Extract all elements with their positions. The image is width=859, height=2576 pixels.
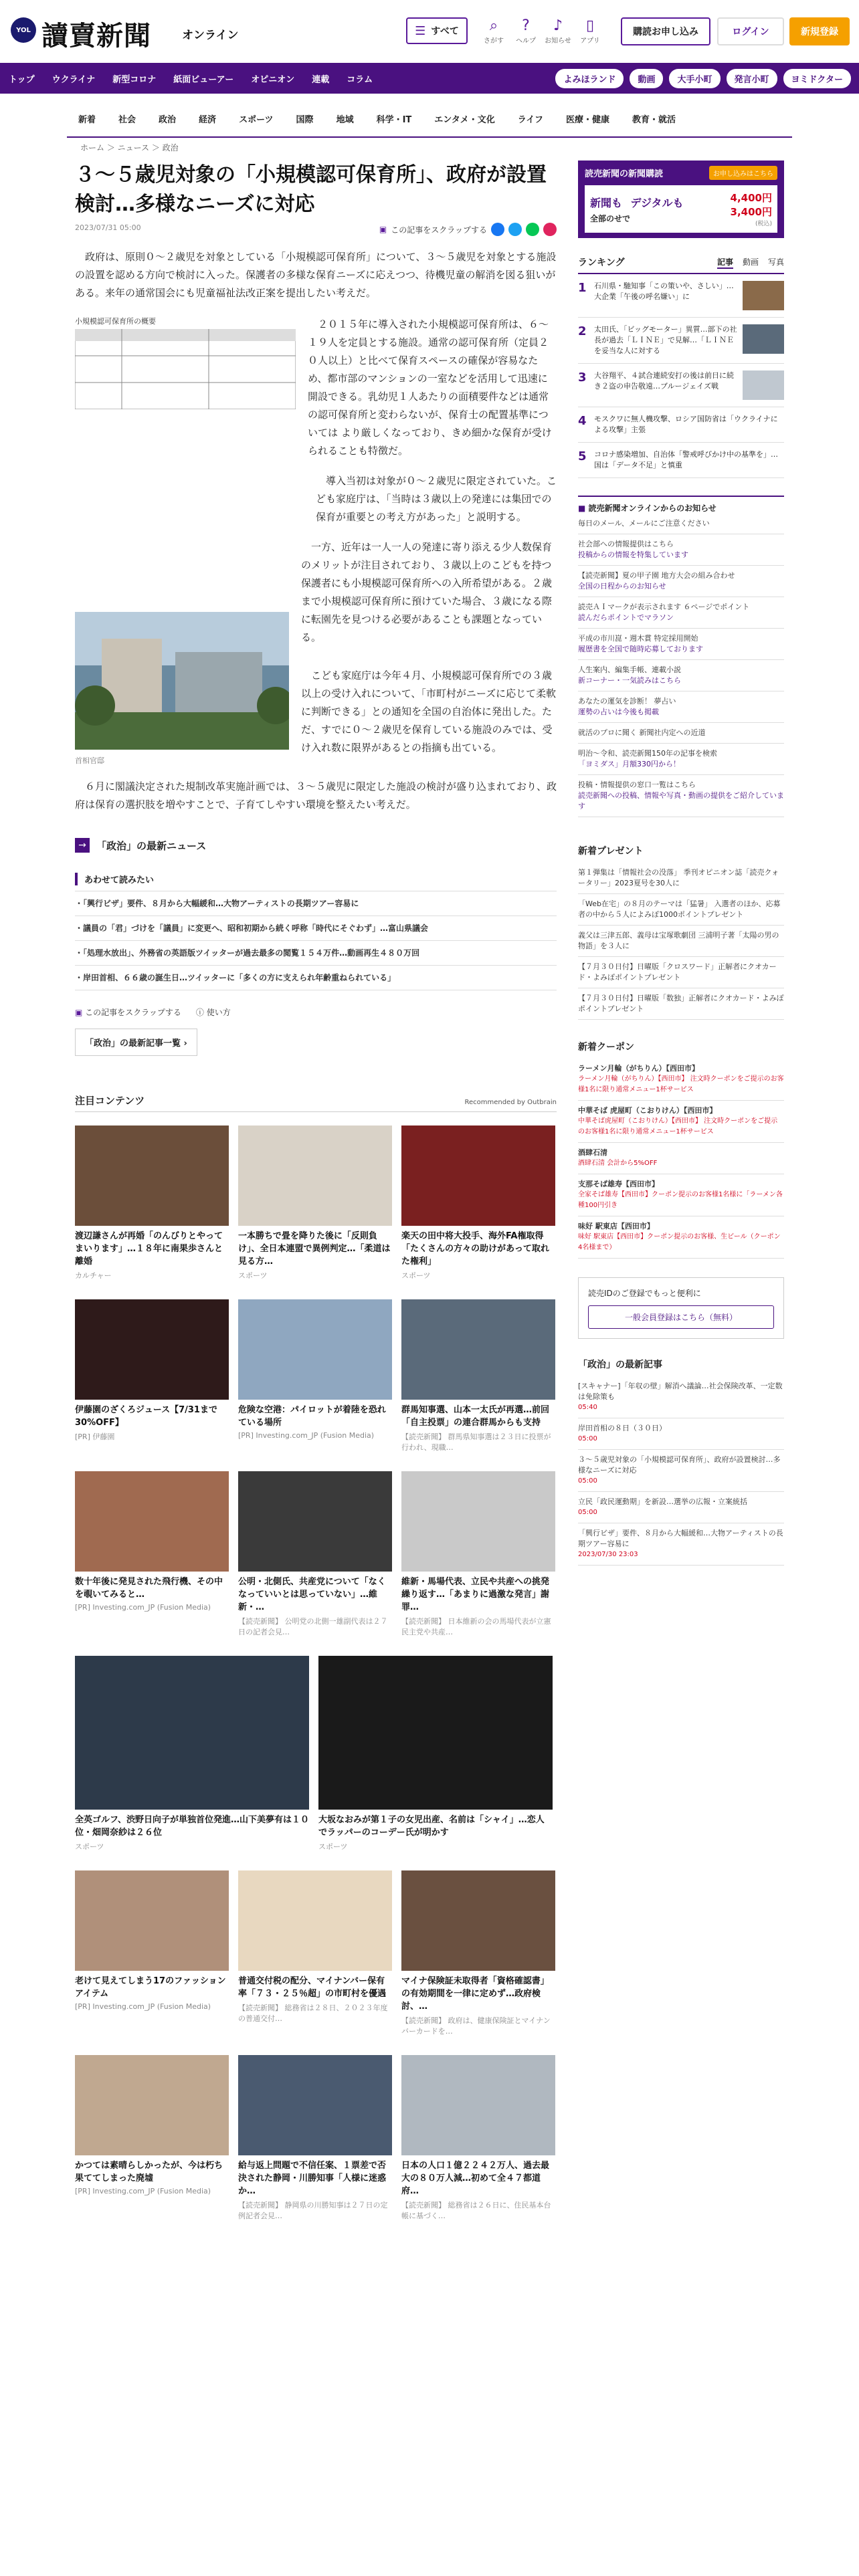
ranking-item[interactable] [578,407,784,443]
notice-heading [578,496,784,514]
attention-card-source: カルチャー [75,1271,112,1280]
sidebar [578,160,784,1566]
notice-sub: 読売新聞への投稿、情報や写真・動画の提供をご紹介しています [578,791,784,811]
attention-card[interactable] [401,2055,555,2221]
photo-caption: 首相官邸 [75,756,104,765]
notice-item[interactable] [578,534,784,566]
coupon-heading: 新着クーポン [578,1042,634,1053]
notice-sub: 全国の日程からのお知らせ [578,582,666,591]
attention-card-title: 普通交付税の配分、マイナンバー保有率「７３・２５％超」の市町村を優遇 [238,1976,387,1999]
notice-item[interactable] [578,514,784,534]
nav-item[interactable]: 連載 [312,74,330,85]
article-paragraph: ６月に閣議決定された規制改革実施計画では、３～５歳児に限定した施設の検討が盛り込まれており、政府は保育の選択肢を増やすことで、子育てしやすい環境を整えたい考えだ。 [75,780,557,811]
attention-card-source: スポーツ [238,1271,268,1280]
attention-card[interactable] [75,2055,229,2221]
attention-card-source: スポーツ [401,1271,431,1280]
category-bar [67,100,792,138]
notice-sub: 履歴書を全国で随時応募しております [578,645,703,653]
notice-title: 【読売新聞】夏の甲子園 地方大会の組み合わせ [578,571,735,580]
sidebar-latest-heading: 「政治」の最新記事 [578,1360,662,1370]
attention-card[interactable] [238,2055,392,2221]
coupon-title: 中華そば 虎屋町（こおりけん）【西田市】 [578,1106,717,1115]
sidebar-latest-date: 05:00 [578,1435,597,1442]
attention-card-title: 給与返上問題で不信任案、１票差で否決された静岡・川勝知事「人様に迷惑か… [238,2161,387,2196]
attention-row [75,1299,557,1453]
attention-card-image [401,2055,555,2155]
sidebar-latest-item[interactable] [578,1523,784,1566]
category-item[interactable]: エンタメ・文化 [434,114,495,125]
notice-item[interactable] [578,660,784,691]
coupon-desc: 味好 駅東店【西田市】クーポン提示のお客様、生ビール（クーポン4名様まで） [578,1233,781,1251]
ranking-item[interactable] [578,443,784,478]
notice-sub: 投稿からの情報を特集しています [578,550,688,559]
help-button[interactable] [510,17,542,45]
search-label: さがす [484,37,504,45]
app-button[interactable] [574,17,606,45]
attention-card-title: 伊藤園のざくろジュース【7/31まで30%OFF】 [75,1405,217,1428]
latest-news-label: 「政治」の最新ニュース [96,839,207,852]
attention-card-title: 老けて見えてしまう17のファッションアイテム [75,1976,226,1999]
attention-card-source: [PR] Investing.com_JP (Fusion Media) [75,1603,211,1612]
attention-card[interactable] [238,1299,392,1453]
ranking-number: 4 [578,414,587,428]
attention-card-image [75,1870,229,1971]
ranking-list [578,274,784,478]
ranking-title: コロナ感染増加、自治体「警戒呼びかけ中の基準を」…国は「データ不足」と慎重 [594,450,778,469]
nav-pill[interactable]: 動画 [630,69,663,88]
related-item-label: 岸田首相、６６歳の誕生日…ツイッターに「多くの方に支えられ年齢重ねられている」 [83,973,396,982]
sidebar-latest-title: 岸田首相の８日（３０日） [578,1424,666,1432]
attention-card-source: [PR] Investing.com_JP (Fusion Media) [75,2002,211,2011]
viewer-title: 読売新聞の新聞購読 [585,169,664,179]
ranking-item[interactable] [578,274,784,318]
coupon-list [578,1059,784,1259]
coupon-desc: 全家そば雄寿【西田市】クーポン提示のお客様1名様に「ラーメン各種100円引き [578,1191,783,1209]
present-item[interactable]: 「Web在宅」の８月のテーマは「猛暑」 入選者のほか、応募者の中から５人によみぽ1000ポイントプレゼント [578,894,784,926]
sidebar-latest-date: 05:00 [578,1477,597,1485]
latest-list-button[interactable] [75,1029,197,1056]
attention-card[interactable] [75,1870,229,2036]
facebook-icon[interactable] [491,223,504,236]
attention-card-source: 【読売新聞】 群馬県知事選は２３日に投票が行われ、現職… [401,1432,551,1452]
attention-card-source: 【読売新聞】 日本維新の会の馬場代表が立憲民主党や共産… [401,1617,551,1636]
present-heading: 新着プレゼント [578,846,644,857]
ranking-thumbnail [743,370,784,400]
notice-title: 就活のプロに聞く 新聞社内定への近道 [578,728,706,737]
howto-label: 使い方 [206,1008,231,1017]
notice-sub: 運勢の占いは今後も掲載 [578,708,659,716]
line-icon[interactable] [526,223,539,236]
attention-card-title: 楽天の田中将大投手、海外FA権取得「たくさんの方々の助けがあって取れた権利」 [401,1231,549,1267]
nav-item[interactable]: 新型コロナ [112,74,157,85]
notice-item[interactable] [578,691,784,723]
site-header [0,0,859,63]
related-item-label: 「興行ビザ」要件、８月から大幅緩和…大物アーティストの長期ツアー容易に [83,899,359,908]
ranking-thumbnail [743,281,784,310]
nav-pill[interactable]: ヨミドクター [783,69,851,88]
category-item[interactable]: 科学・IT [376,114,412,125]
attention-card-image [401,1870,555,1971]
notice-title: 社会部への情報提供はこちら [578,540,674,548]
ranking-tab-photo[interactable]: 写真 [767,257,784,267]
notice-title: あなたの運気を診断！ 夢占い [578,697,676,706]
related-item[interactable]: ・岸田首相、６６歳の誕生日…ツイッターに「多くの方に支えられ年齢重ねられている」 [75,966,557,990]
attention-card-image [75,1471,229,1572]
attention-card[interactable] [401,1870,555,2036]
attention-card[interactable] [238,1471,392,1637]
ranking-item[interactable] [578,364,784,407]
notice-item[interactable] [578,629,784,660]
notice-title: 明治～令和、読売新聞150年の記事を検索 [578,749,717,758]
nav-item[interactable]: オピニオン [251,74,295,85]
ranking-title: モスクワに無人機攻撃、ロシア国防省は「ウクライナによる攻撃」主張 [594,415,778,434]
ranking-title: 大谷翔平、４試合連続安打の後は前日に続き２盗の申告敬遠…ブルージェイズ戦 [594,371,734,391]
attention-card-source: 【読売新聞】 総務省は２６日に、住民基本台帳に基づく… [401,2201,551,2220]
ranking-number: 1 [578,281,587,295]
app-icon: ▯ [585,17,595,34]
attention-card-image [75,1299,229,1400]
attention-row [75,1125,557,1281]
register-button[interactable]: 新規登録 [789,17,850,45]
related-item-label: 議員の「君」づけを「議員」に変更へ、昭和初期から続く呼称「時代にそぐわず」…富山県議会 [83,924,429,933]
attention-card-source: 【読売新聞】 政府は、健康保険証とマイナンバーカードを… [401,2016,551,2036]
help-label: ヘルプ [516,37,536,45]
notice-item[interactable] [578,723,784,744]
notice-item[interactable] [578,597,784,629]
nav-item[interactable]: トップ [9,74,35,85]
attention-card-image [401,1471,555,1572]
attention-grid [75,1125,557,2221]
category-item[interactable]: ライフ [517,114,544,125]
attention-card-source: スポーツ [318,1842,348,1851]
square-icon: ■ [578,504,589,513]
article-paragraph: 導入当初は対象が０～２歳児に限定されていた。こども家庭庁は、「当時は３歳以上の発達には集団での保育が重要との考え方があった」と説明する。 [316,475,557,523]
category-item[interactable]: 新着 [78,114,96,125]
notice-heading-label: 読売新聞オンラインからのお知らせ [588,504,717,513]
sidebar-latest-title: ３～５歳児対象の「小規模認可保育所」、政府が設置検討…多様なニーズに対応 [578,1455,781,1475]
viewer-a: 新聞も [590,196,623,209]
nav-item[interactable]: 紙面ビューアー [173,74,234,85]
coupon-title: ラーメン月輪（がちりん）【西田市】 [578,1064,699,1073]
present-item[interactable]: 義父は三津五郎、義母は宝塚歌劇団 三浦明子著「太陽の男の物語」を３人に [578,926,784,957]
price-note: (税込) [755,221,772,227]
notice-title: 平成の市川崑・週木賞 特定採用開始 [578,634,698,643]
viewer-c: 全部のせで [590,213,631,223]
notice-sub: 新コーナー・一気読みはこちら [578,676,681,685]
notice-title: 人生案内、編集手帳、連載小説 [578,665,681,674]
sidebar-latest-item[interactable] [578,1492,784,1523]
signup-note: 読売IDのご登録でもっと便利に [588,1289,701,1298]
twitter-icon[interactable] [508,223,522,236]
attention-card[interactable] [75,1656,309,1852]
article-column [75,160,557,2240]
present-list [578,863,784,1020]
sidebar-latest-list [578,1376,784,1566]
scrap-link-bottom[interactable] [75,1006,181,1018]
notice-item[interactable] [578,566,784,597]
notification-label: お知らせ [545,37,571,45]
attention-card-source: [PR] Investing.com_JP (Fusion Media) [75,2187,211,2195]
notice-sub: 「ヨミダス」月額330円から！ [578,760,680,768]
attention-card-title: 大坂なおみが第１子の女児出産、名前は「シャイ」…恋人でラッパーのコーデー氏が明かす [318,1815,545,1838]
present-item[interactable]: 第１弾集は「情報社会の没落」 季刊オピニオン誌「読売クォータリー」2023夏号を30人に [578,863,784,894]
signup-box [578,1277,784,1339]
attention-row [75,1870,557,2036]
attention-card-source: 【読売新聞】 公明党の北側一雄副代表は２７日の記者会見… [238,1617,388,1636]
article-title: ３～５歳児対象の「小規模認可保育所」、政府が設置検討…多様なニーズに対応 [75,163,547,216]
viewer-banner[interactable] [578,160,784,238]
share-bar [75,223,557,236]
sidebar-latest-date: 2023/07/30 23:03 [578,1551,638,1558]
sidebar-latest-title: 立民「政民運動期」を新設…選挙の広報・立案統括 [578,1497,747,1506]
related-item[interactable]: ・議員の「君」づけを「議員」に変更へ、昭和初期から続く呼称「時代にそぐわず」…富山県議会 [75,916,557,941]
attention-card[interactable] [238,1125,392,1281]
attention-card-title: 渡辺謙さんが再婚「のんびりとやってまいります」…１８年に南果歩さんと離婚 [75,1231,223,1267]
coupon-desc: 酒肆石清 会計から5%OFF [578,1160,658,1167]
attention-card[interactable] [75,1299,229,1453]
notice-title: 読売ＡＩマークが表示されます ６ページでポイント [578,603,750,611]
attention-card-title: 危険な空港：パイロットが着陸を恐れている場所 [238,1405,386,1428]
attention-card-title: 維新・馬場代表、立民や共産への挑発繰り返す…「あまりに過激な発言」謝罪… [401,1577,550,1612]
related-item[interactable]: ・「処理水放出」、外務省の英語版ツイッターが過去最多の閲覧１５４万件…動画再生４８０万回 [75,941,557,966]
coupon-item[interactable] [578,1216,784,1259]
logo-subtitle: オンライン [182,29,239,42]
coupon-item[interactable] [578,1101,784,1143]
ranking-tab-video[interactable]: 動画 [742,257,759,267]
article-paragraph: ２０１５年に導入された小規模認可保育所は、６～１９人を定員とする施設。通常の認可保育所（定員２０人以上）と比べて保育スペースの確保が容易なため、都市部のマンションの一室などを活用して迅速に開設できる。乳幼児１人あたりの面積要件などは通常の認可保育所と変わらないが、保育士の配置基準については より厳しくなっており、きめ細かな保育が受けられることも特徴だ。 [308,318,552,457]
coupon-item[interactable] [578,1174,784,1216]
present-item[interactable]: 【７月３０日付】日曜版「クロスワード」正解者にクオカード・よみぽポイントプレゼント [578,957,784,988]
attention-card[interactable] [75,1125,229,1281]
hamburger-icon: ☰ [415,23,426,38]
latest-news-heading[interactable] [75,838,557,853]
nav-pill[interactable]: よみほランド [555,69,624,88]
attention-card[interactable] [75,1471,229,1637]
attention-card[interactable] [401,1125,555,1281]
ranking-title: 太田氏、「ビッグモーター」異質…部下の社長が過去「ＬＩＮＥ」で見解…「ＬＩＮＥを妥当な人に対する [594,325,737,355]
sidebar-latest-date: 05:40 [578,1404,597,1411]
ranking-number: 3 [578,370,587,385]
attention-card-image [238,1471,392,1572]
coupon-desc: 中華そば虎屋町（こおりけん）【西田市】 注文時クーポンをご提示のお客様1名に限り通常メニュー1杯サービス [578,1117,778,1136]
category-item[interactable]: 経済 [199,114,217,125]
breadcrumb[interactable]: ホーム ＞ ニュース ＞ 政治 [80,143,179,152]
attention-card-image [401,1125,555,1226]
price-a: 4,400円 [730,192,772,204]
category-item[interactable]: 政治 [159,114,177,125]
attention-card-source: 【読売新聞】 静岡県の川勝知事は２７日の定例記者会見… [238,2201,388,2220]
attention-card-image [75,1125,229,1226]
attention-card-image [238,1299,392,1400]
attention-card-source: スポーツ [75,1842,104,1851]
related-item-label: 「処理水放出」、外務省の英語版ツイッターが過去最多の閲覧１５４万件…動画再生４８０万回 [83,948,420,958]
notice-title: 投稿・情報提供の窓口一覧はこちら [578,780,696,789]
help-icon: ⓘ [195,1008,207,1017]
subscribe-button[interactable]: 購読お申し込み [621,17,710,45]
sidebar-latest-date: 05:00 [578,1509,597,1516]
latest-list-label: 「政治」の最新記事一覧 [85,1039,181,1049]
article-paragraph: 一方、近年は一人一人の発達に寄り添える少人数保育のメリットが注目されており、３歳以上のこどもを持つ保護者にも小規模認可保育所への入所希望がある。２歳まで小規模認可保育所に預けていた場合、３歳になる際に転園先を見つける必要があることも課題となっている。 [301,541,553,643]
attention-card-image [75,2055,229,2155]
present-item[interactable]: 【７月３０日付】日曜版「数独」正解者にクオカード・よみぽポイントプレゼント [578,988,784,1020]
article-photo[interactable] [75,538,289,766]
notice-title: 毎日のメール、メールにご注意ください [578,519,710,528]
mail-icon[interactable] [543,223,557,236]
search-button[interactable] [478,17,510,45]
all-menu-label: すべて [431,26,459,37]
article-paragraph: こども家庭庁は今年４月、小規模認可保育所での３歳以上の受け入れについて、「市町村がニーズに応じて柔軟に判断できる」との通知を全国の自治体に発出した。ただ、すでに０～２歳児を保育している施設のみでは、受け入れ数に限界があるとの指摘も出ている。 [301,669,557,754]
attention-card[interactable] [401,1299,555,1453]
sidebar-latest-title: [スキャナー]「年収の壁」解消へ議論…社会保険改革、一定数は免除策も [578,1382,783,1401]
attention-card-image [238,1125,392,1226]
attention-card-title: 群馬知事選、山本一太氏が再選…前回「自主投票」の連合群馬からも支持 [401,1405,550,1428]
signup-button[interactable]: 一般会員登録はこちら（無料） [588,1305,774,1329]
coupon-title: 味好 駅東店【西田市】 [578,1222,654,1230]
attention-row [75,1471,557,1637]
scrap-icon: ▣ [379,225,387,234]
category-item[interactable]: 地域 [336,114,354,125]
sidebar-latest-item[interactable] [578,1450,784,1492]
attention-card-title: 日本の人口１億２２４２万人、過去最大の８０万人減…初めて全４７都道府… [401,2161,550,2196]
article-date: 2023/07/31 05:00 [75,223,141,232]
ranking-heading: ランキング [578,257,625,268]
related-item[interactable]: ・「興行ビザ」要件、８月から大幅緩和…大物アーティストの長期ツアー容易に [75,891,557,916]
login-button[interactable]: ログイン [717,17,784,45]
attention-card-image [238,2055,392,2155]
category-item[interactable]: 医療・健康 [566,114,610,125]
notice-item[interactable] [578,744,784,775]
attention-heading: 注目コンテンツ [75,1095,145,1107]
nav-item[interactable]: コラム [347,74,373,85]
howto-link[interactable] [196,1006,231,1018]
attention-card-title: 一本勝ちで畳を降りた後に「反則負け」、全日本連盟で異例判定…「柔道は見る方… [238,1231,391,1267]
viewer-b: デジタルも [630,196,684,209]
coupon-item[interactable] [578,1143,784,1174]
arrow-icon: → [75,838,90,853]
coupon-item[interactable] [578,1059,784,1101]
main-nav [0,63,859,94]
category-item[interactable]: 社会 [118,114,136,125]
chevron-right-icon: › [183,1039,187,1049]
info-figure[interactable] [75,316,296,460]
attention-card-image [401,1299,555,1400]
category-item[interactable]: 国際 [296,114,314,125]
ranking-number: 5 [578,449,587,463]
prime-minister-office-photo [75,612,289,750]
nav-item[interactable]: ウクライナ [52,74,96,85]
all-menu-button[interactable] [406,17,468,44]
attention-card-title: 数十年後に発見された飛行機、その中を覗いてみると… [75,1577,223,1600]
scrap-icon: ▣ [75,1008,86,1017]
sidebar-latest-item[interactable] [578,1418,784,1450]
help-icon: ? [522,17,530,34]
ranking-thumbnail [743,324,784,354]
attention-card-title: 公明・北側氏、共産党について「なくなっていいとは思っていない」…維新・… [238,1577,386,1612]
attention-card[interactable] [401,1471,555,1637]
ranking-number: 2 [578,324,587,338]
attention-card-image [75,1656,309,1810]
attention-card-source: [PR] 伊藤園 [75,1432,115,1441]
app-label: アプリ [580,37,600,45]
notice-item[interactable] [578,775,784,817]
price-b: 3,400円 [730,206,772,218]
viewer-promo: お申し込みはこちら [709,166,777,180]
scrap-link[interactable]: この記事をスクラップする [391,225,487,235]
attention-card-title: マイナ保険証未取得者「資格確認書」の有効期間を一律に定めず…政府検討、… [401,1976,549,2012]
sidebar-latest-title: 「興行ビザ」要件、８月から大幅緩和…大物アーティストの長期ツアー容易に [578,1529,783,1548]
coupon-title: 酒肆石清 [578,1148,607,1157]
attention-row [75,1656,557,1852]
notification-button[interactable] [542,17,574,45]
notice-sub: 読んだらポイントでマラソン [578,613,674,622]
search-icon: ⌕ [489,17,498,34]
logo-text[interactable]: 讀賣新聞 [41,20,151,51]
coupon-title: 支那そば雄寿【西田市】 [578,1180,659,1188]
read-together-heading: あわせて読みたい [75,873,557,885]
ranking-title: 石川県・馳知事「この策いや、さしい」…大企業「午後の呼名嫌い」に [594,282,734,301]
ranking-tab-article[interactable]: 記事 [717,256,733,269]
attention-card-image [238,1870,392,1971]
attention-card-title: かつては素晴らしかったが、今は朽ち果ててしまった廃墟 [75,2161,223,2183]
coupon-desc: ラーメン月輪（がちりん）【西田市】 注文時クーポンをご提示のお客様1名に限り通常メニュー1杯サービス [578,1075,784,1093]
notice-list [578,514,784,817]
related-list [75,891,557,990]
scrap-label: この記事をスクラップする [85,1008,181,1017]
logo-emblem[interactable]: YOL [11,17,36,43]
ranking-item[interactable] [578,318,784,364]
attention-card-title: 全英ゴルフ、渋野日向子が単独首位発進…山下美夢有は１０位・畑岡奈紗は２６位 [75,1815,309,1838]
bell-icon: ♪ [553,17,563,34]
category-item[interactable]: スポーツ [239,114,274,125]
attention-card-source: [PR] Investing.com_JP (Fusion Media) [238,1431,375,1440]
category-item[interactable]: 教育・就活 [632,114,676,125]
nav-pill[interactable]: 発言小町 [727,69,777,88]
figure-caption: 小規模認可保育所の概要 [75,317,156,326]
nav-pill[interactable]: 大手小町 [669,69,720,88]
attention-card-source: 【読売新聞】 総務省は２８日、２０２３年度の普通交付… [238,2004,388,2023]
comparison-table-figure [75,329,296,409]
outbrain-label[interactable]: Recommended by Outbrain [464,1099,557,1106]
sidebar-latest-item[interactable] [578,1376,784,1418]
attention-card-image [318,1656,553,1810]
attention-card[interactable] [318,1656,553,1852]
attention-card[interactable] [238,1870,392,2036]
article-paragraph: 政府は、原則０～２歳児を対象としている「小規模認可保育所」について、３～５歳児を対象とする施設の設置を認める方向で検討に入った。保護者の多様な保育ニーズに応えつつ、待機児童の解消を図る狙いがある。来年の通常国会にも児童福祉法改正案を提出したい考えだ。 [75,251,557,299]
attention-row [75,2055,557,2221]
